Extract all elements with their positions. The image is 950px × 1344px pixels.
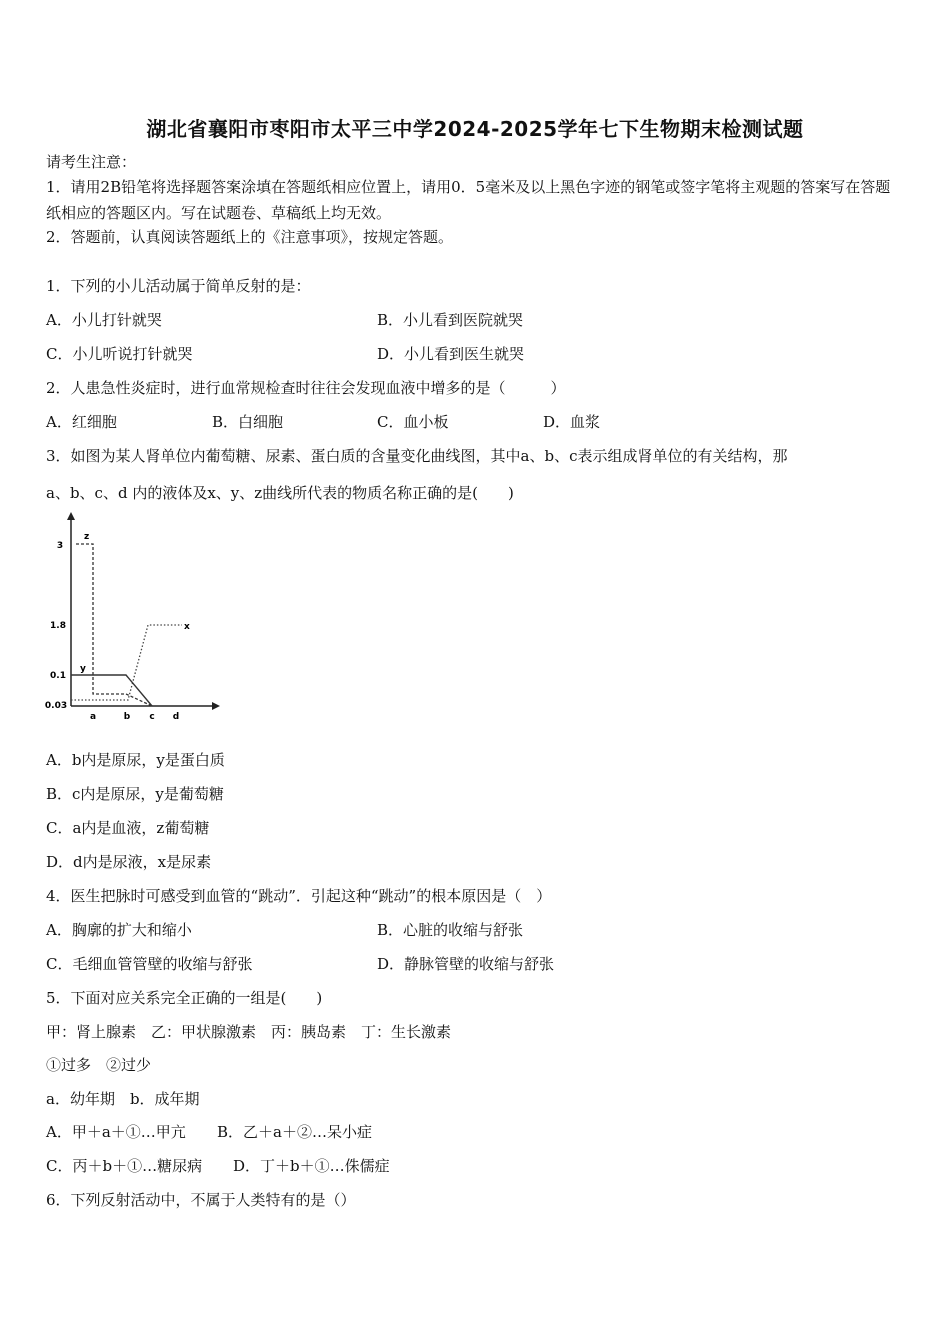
q4-option-b: B．心脏的收缩与舒张 (377, 921, 524, 939)
q4-option-c: C．毛细血管管壁的收缩与舒张 (46, 955, 253, 973)
q4-option-a: A．胸廓的扩大和缩小 (46, 921, 192, 939)
series-z-line (76, 544, 152, 706)
kidney-curve-chart (40, 510, 230, 725)
q6-stem: 6．下列反射活动中，不属于人类特有的是（） (46, 1191, 356, 1209)
series-z-label: z (84, 532, 90, 542)
q2-option-d: D．血浆 (543, 413, 601, 431)
q2-option-c: C．血小板 (377, 413, 449, 431)
q2-option-a: A．红细胞 (46, 413, 117, 431)
q3-option-d: D．d内是尿液，x是尿素 (46, 853, 212, 871)
q3-option-b: B．c内是原尿，y是葡萄糖 (46, 785, 224, 803)
x-axis-arrow (212, 702, 220, 710)
q1-option-c: C．小儿听说打针就哭 (46, 345, 193, 363)
q4-stem: 4．医生把脉时可感受到血管的“跳动”．引起这种“跳动”的根本原因是（ ） (46, 887, 552, 905)
q3-stem-line2: a、b、c、d 内的液体及x、y、z曲线所代表的物质名称正确的是( ) (46, 484, 514, 502)
y-tick-1.8: 1.8 (50, 621, 66, 631)
q1-option-b: B．小儿看到医院就哭 (377, 311, 524, 329)
q5-option-d: D．丁＋b＋①…侏儒症 (233, 1157, 390, 1175)
q1-option-d: D．小儿看到医生就哭 (377, 345, 525, 363)
y-tick-0.1: 0.1 (50, 671, 66, 681)
q5-amount: ①过多 ②过少 (46, 1056, 152, 1074)
y-tick-3: 3 (56, 541, 64, 551)
series-x-line (71, 625, 182, 700)
series-y-label: y (80, 664, 86, 674)
q1-option-a: A．小儿打针就哭 (46, 311, 162, 329)
page-title: 湖北省襄阳市枣阳市太平三中学2024-2025学年七下生物期末检测试题 (146, 117, 804, 141)
x-tick-a: a (89, 712, 97, 722)
q5-option-c: C．丙＋b＋①…糖尿病 (46, 1157, 203, 1175)
series-x-label: x (184, 622, 190, 632)
q5-option-b: B．乙＋a＋②…呆小症 (217, 1123, 372, 1141)
series-y-line (71, 675, 152, 706)
q5-option-a: A．甲＋a＋①…甲亢 (46, 1123, 186, 1141)
x-tick-c: c (149, 712, 155, 722)
x-tick-d: d (172, 712, 180, 722)
q5-hormones: 甲：肾上腺素 乙：甲状腺激素 丙：胰岛素 丁：生长激素 (46, 1023, 452, 1041)
notice-item-1: 1．请用2B铅笔将选择题答案涂填在答题纸相应位置上，请用0．5毫米及以上黑色字迹的钢笔或签字笔将主观题的答案写在答题纸相应的答题区内。写在试题卷、草稿纸上均无效。 (46, 178, 891, 222)
q3-option-a: A．b内是原尿，y是蛋白质 (46, 751, 225, 769)
q1-stem: 1．下列的小儿活动属于简单反射的是： (46, 277, 311, 295)
notice-item-2: 2．答题前，认真阅读答题纸上的《注意事项》，按规定答题。 (46, 228, 454, 246)
q3-option-c: C．a内是血液，z葡萄糖 (46, 819, 210, 837)
q2-stem: 2．人患急性炎症时，进行血常规检查时往往会发现血液中增多的是（ ） (46, 379, 566, 397)
y-tick-0.03: 0.03 (44, 701, 68, 711)
q2-option-b: B．白细胞 (212, 413, 284, 431)
q4-option-d: D．静脉管壁的收缩与舒张 (377, 955, 555, 973)
notice-heading: 请考生注意： (46, 153, 137, 171)
x-tick-b: b (123, 712, 131, 722)
q5-period: a．幼年期 b．成年期 (46, 1090, 200, 1108)
q5-stem: 5．下面对应关系完全正确的一组是( ) (46, 989, 323, 1007)
q3-stem-line1: 3．如图为某人肾单位内葡萄糖、尿素、蛋白质的含量变化曲线图，其中a、b、c表示组成肾单位的有关结构，那 (46, 447, 788, 465)
y-axis-arrow (67, 512, 75, 520)
